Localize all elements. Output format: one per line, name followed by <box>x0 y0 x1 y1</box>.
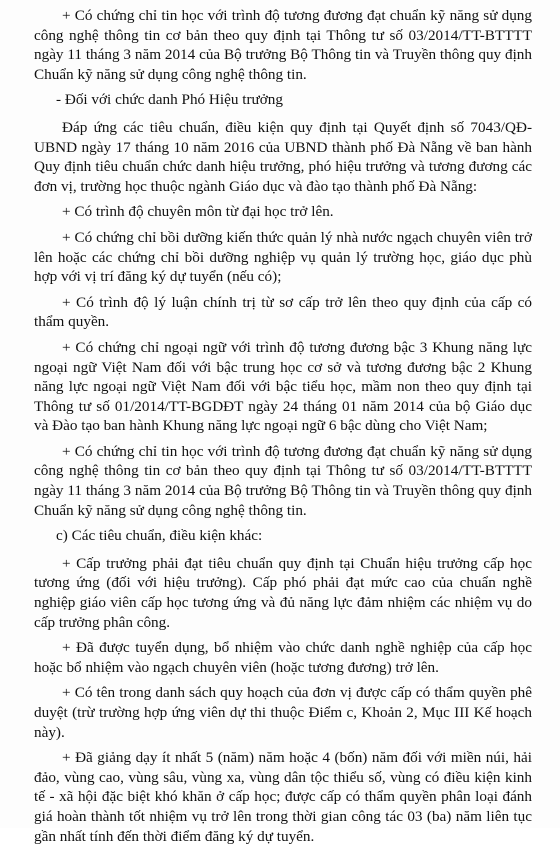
paragraph-other-criteria-heading: c) Các tiêu chuẩn, điều kiện khác: <box>56 527 263 545</box>
paragraph-political-theory: + Có trình độ lý luận chính trị từ sơ cấp trở lên theo quy định của cấp có thẩm quyền. <box>34 293 532 331</box>
paragraph-appointment: + Đã được tuyển dụng, bổ nhiệm vào chức danh nghề nghiệp của cấp học hoặc bổ nhiệm vào ngạch chuyên viên (hoặc tương đương) trở lên. <box>34 639 532 676</box>
paragraph-foreign-language: + Có chứng chỉ ngoại ngữ với trình độ tương đương bậc 3 Khung năng lực ngoại ngữ Việt Nam đối với bậc trung học cơ sở và tương đương bậc 2 Khung năng lực ngoại ngữ Việt Nam đối với bậc tiểu học, mầm non theo quy định tại Thông tư số 01/2014/TT-BGDĐT ngày 24 tháng 01 năm 2014 của bộ Giáo dục và Đào tạo ban hành Khung năng lực ngoại ngữ 6 bậc dùng cho Việt Nam; <box>34 338 532 435</box>
paragraph-management-certificate: + Có chứng chỉ bồi dưỡng kiến thức quản lý nhà nước ngạch chuyên viên trở lên hoặc các chứng chỉ bồi dưỡng nghiệp vụ quản lý trường học, giáo dục phù hợp với vị trí đăng ký dự tuyển (nếu có); <box>34 228 532 286</box>
paragraph-head-standards: + Cấp trưởng phải đạt tiêu chuẩn quy định tại Chuẩn hiệu trưởng cấp học tương ứng (đối với hiệu trưởng). Cấp phó phải đạt mức cao của chuẩn nghề nghiệp giáo viên cấp học tương ứng và đủ năng lực đảm nhiệm các nhiệm vụ do cấp trưởng phân công. <box>34 554 532 631</box>
paragraph-standards-intro: Đáp ứng các tiêu chuẩn, điều kiện quy định tại Quyết định số 7043/QĐ-UBND ngày 17 tháng 10 năm 2016 của UBND thành phố Đà Nẵng về ban hành Quy định tiêu chuẩn chức danh hiệu trưởng, phó hiệu trưởng và tương đương các đơn vị, trường học thuộc ngành Giáo dục và đào tạo thành phố Đà Nẵng: <box>34 118 532 195</box>
paragraph-vice-principal-heading: - Đối với chức danh Phó Hiệu trưởng <box>56 91 283 109</box>
document-body <box>34 6 532 850</box>
paragraph-planning-list: + Có tên trong danh sách quy hoạch của đơn vị được cấp có thẩm quyền phê duyệt (trừ trường hợp ứng viên dự thi thuộc Điểm c, Khoản 2, Mục III Kế hoạch này). <box>34 684 532 741</box>
paragraph-it-certificate-2: + Có chứng chỉ tin học với trình độ tương đương đạt chuẩn kỹ năng sử dụng công nghệ thông tin cơ bản theo quy định tại Thông tư số 03/2014/TT-BTTTT ngày 11 tháng 3 năm 2014 của Bộ trưởng Bộ Thông tin và Truyền thông quy định Chuẩn kỹ năng sử dụng công nghệ thông tin. <box>34 442 532 519</box>
paragraph-university-degree: + Có trình độ chuyên môn từ đại học trở lên. <box>62 203 334 221</box>
paragraph-teaching-experience: + Đã giảng dạy ít nhất 5 (năm) năm hoặc 4 (bốn) năm đối với miền núi, hải đảo, vùng cao, vùng sâu, vùng xa, vùng dân tộc thiểu số, vùng có điều kiện kinh tế - xã hội đặc biệt khó khăn ở cấp học; được cấp có thẩm quyền phân loại đánh giá hoàn thành tốt nhiệm vụ trở lên trong thời gian công tác 03 (ba) năm liên tục gần nhất tính đến thời điểm đăng ký dự tuyển. <box>34 749 532 845</box>
paragraph-it-certificate-1: + Có chứng chỉ tin học với trình độ tương đương đạt chuẩn kỹ năng sử dụng công nghệ thông tin cơ bản theo quy định tại Thông tư số 03/2014/TT-BTTTT ngày 11 tháng 3 năm 2014 của Bộ trưởng Bộ Thông tin và Truyền thông quy định Chuẩn kỹ năng sử dụng công nghệ thông tin. <box>34 7 532 83</box>
